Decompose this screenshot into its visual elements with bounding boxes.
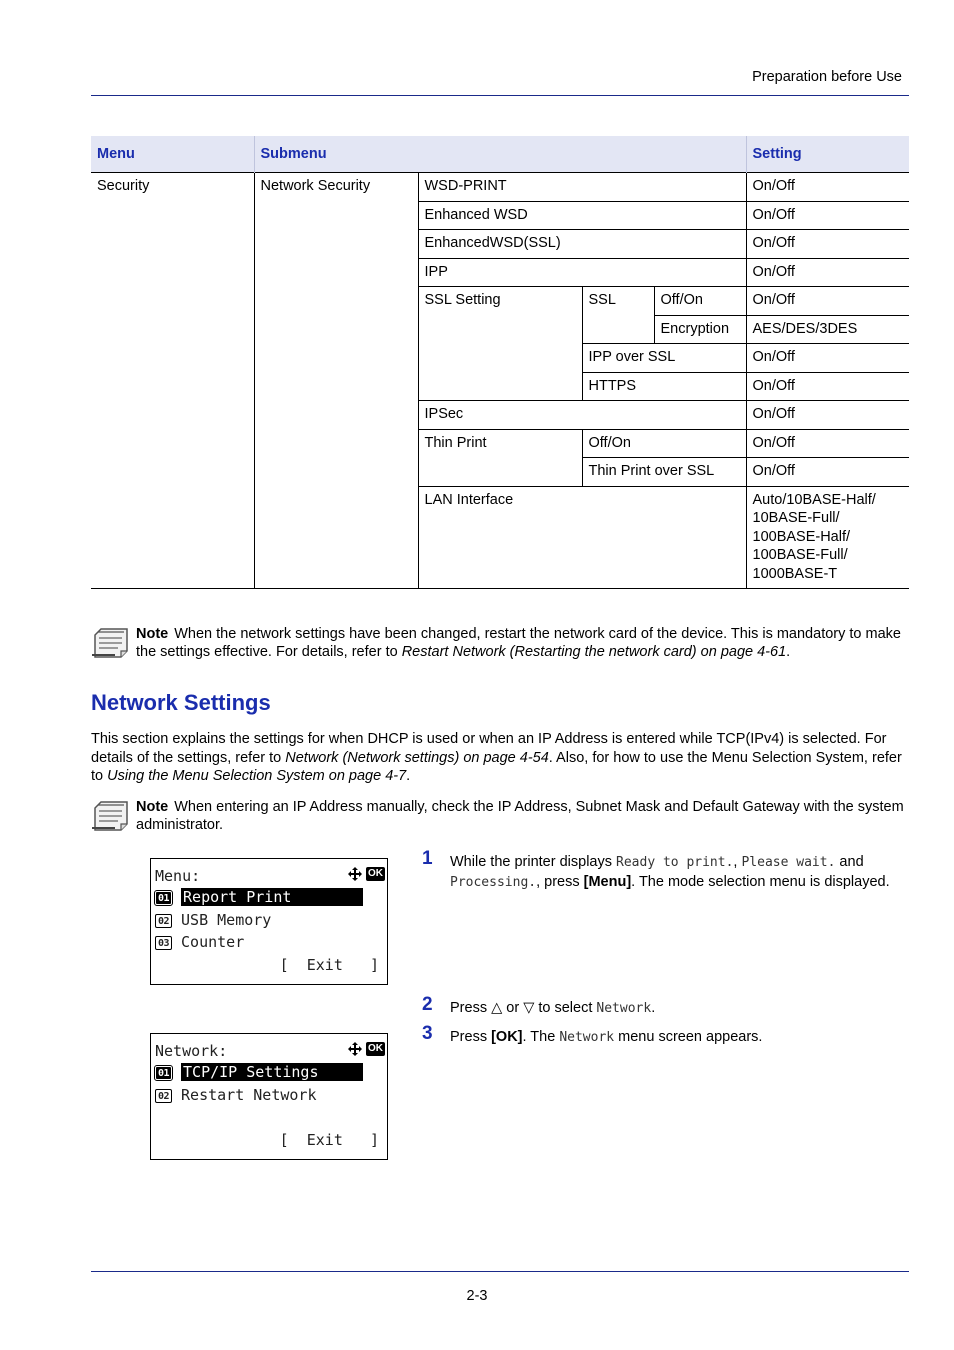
lcd-title: Network: [155,1042,228,1060]
cell-submenu: Network Security [254,173,418,589]
network-security-table [91,136,909,589]
note-text [136,798,906,834]
step-text [450,1028,909,1048]
step-text-part: menu screen appears. [614,1029,763,1045]
item-label-selected: TCP/IP Settings [181,1063,363,1081]
step-text-part: , press [536,873,584,890]
step-1 [422,848,909,913]
lcd-menu-item [155,933,244,951]
cell-menu: Security [91,173,254,589]
cell-label: LAN Interface [418,486,746,589]
lcd-message: Ready to print. [616,855,734,870]
step-number: 1 [422,848,433,869]
cell-value: On/Off [746,401,909,430]
lan-value-line: Auto/10BASE-Half/ [752,491,876,508]
item-label: Restart Network [181,1086,317,1104]
header-rule [91,95,909,96]
note-body: When the network settings have been changed, restart the network card of the device. This is mandatory to make the settings effective. For details, refer to [136,626,901,660]
cell-sublabel: Thin Print over SSL [582,458,746,487]
table-header-row [91,136,909,173]
item-number-badge: 02 [155,1089,172,1103]
lcd-message: Processing. [450,874,537,890]
step-text [450,999,909,1019]
lcd-menu-screen [150,858,388,985]
note-end: . [786,644,791,660]
cell-sublabel: Off/On [654,287,746,316]
cell-value: On/Off [746,258,909,287]
step-text-part: While the printer displays [450,854,617,870]
item-number-badge: 01 [155,891,172,905]
note-icon [91,625,131,661]
cell-label: Enhanced WSD [418,201,746,230]
col-header-submenu: Submenu [254,136,746,173]
cell-label: SSL Setting [418,287,582,401]
note-text [136,625,906,661]
note-label: Note [136,799,169,815]
step-text-part: . The [522,1029,560,1045]
para-reference: Using the Menu Selection System on page 4-7 [107,768,407,784]
cell-label: IPP [418,258,746,287]
step-text [450,853,909,892]
item-number-badge: 02 [155,914,172,928]
lcd-menu-item [155,1086,317,1104]
lan-value-line: 100BASE-Half/ [752,528,851,545]
cell-value: AES/DES/3DES [746,315,909,344]
cell-sublabel: SSL [582,287,654,344]
lcd-menu-item [155,888,363,906]
step-number: 3 [422,1023,433,1044]
running-header: Preparation before Use [752,69,902,85]
cell-value: On/Off [746,230,909,259]
lan-value-line: 1000BASE-T [752,565,838,582]
cell-value: On/Off [746,429,909,458]
cell-sublabel: Encryption [654,315,746,344]
section-title: Network Settings [91,690,271,715]
lan-value-line: 10BASE-Full/ [752,510,840,526]
table-row [91,173,909,202]
cell-sublabel: HTTPS [582,372,746,401]
step-3 [422,1023,909,1048]
para-text: . Also, for how to use the Menu Selection System, refer to [91,749,902,784]
note-box [91,625,909,665]
cell-value: On/Off [746,201,909,230]
cell-value: On/Off [746,287,909,316]
lcd-nav-indicators [346,1041,385,1057]
note-label: Note [136,626,169,642]
four-way-arrow-icon [346,1041,364,1057]
note-icon [91,798,131,834]
lcd-nav-indicators [346,866,385,882]
cell-label: WSD-PRINT [418,173,746,202]
step-text-part: . The mode selection menu is displayed. [631,873,890,890]
lcd-exit-softkey: [ Exit ] [279,1131,379,1149]
col-header-menu: Menu [91,136,254,173]
ok-icon: OK [368,868,383,879]
lcd-message: Network [559,1030,615,1045]
lan-value-line: 100BASE-Full/ [752,547,848,563]
step-text-part: , [733,854,742,870]
step-text-part: Press [450,1029,492,1045]
cell-value: On/Off [746,344,909,373]
cell-label: Thin Print [418,429,582,486]
step-number: 2 [422,994,433,1015]
ok-icon: OK [368,1043,383,1054]
note-reference: Restart Network (Restarting the network card) on page 4-61 [401,644,787,660]
para-text: This section explains the settings for when DHCP is used or when an IP Address is entered while TCP(IPv4) is selected. For details of the settings, refer to [91,731,887,766]
para-text: . [406,768,411,784]
col-header-setting: Setting [746,136,909,173]
para-reference: Network (Network settings) on page 4-54 [285,749,549,766]
cell-value: On/Off [746,372,909,401]
section-paragraph [91,730,909,786]
item-label-selected: Report Print [181,888,363,906]
four-way-arrow-icon [346,866,364,882]
key-name: [OK] [491,1029,523,1045]
note-box [91,798,909,838]
cell-sublabel: Off/On [582,429,746,458]
lcd-exit-softkey: [ Exit ] [279,956,379,974]
lcd-message: Please wait. [741,855,836,870]
cell-value [746,486,909,589]
item-number-badge: 03 [155,936,172,950]
lcd-message: Network [596,1001,652,1016]
page-number: 2-3 [466,1288,488,1304]
note-body: When entering an IP Address manually, check the IP Address, Subnet Mask and Default Gateway with the system administrator. [136,799,904,833]
key-name: [Menu] [583,873,632,890]
footer-rule [91,1271,909,1272]
lcd-network-screen [150,1033,388,1160]
lcd-title: Menu: [155,867,201,885]
lcd-menu-item [155,911,271,929]
step-text-part: Press △ or ▽ to select [450,1000,597,1016]
lcd-menu-item [155,1063,363,1081]
step-2 [422,994,909,1019]
item-label: Counter [181,933,245,951]
cell-value: On/Off [746,173,909,202]
cell-label: EnhancedWSD(SSL) [418,230,746,259]
item-number-badge: 01 [155,1066,172,1080]
cell-label: IPSec [418,401,746,430]
cell-value: On/Off [746,458,909,487]
step-text-part: . [651,1000,656,1016]
cell-sublabel: IPP over SSL [582,344,746,373]
step-text-part: and [835,854,864,870]
item-label: USB Memory [181,911,272,929]
